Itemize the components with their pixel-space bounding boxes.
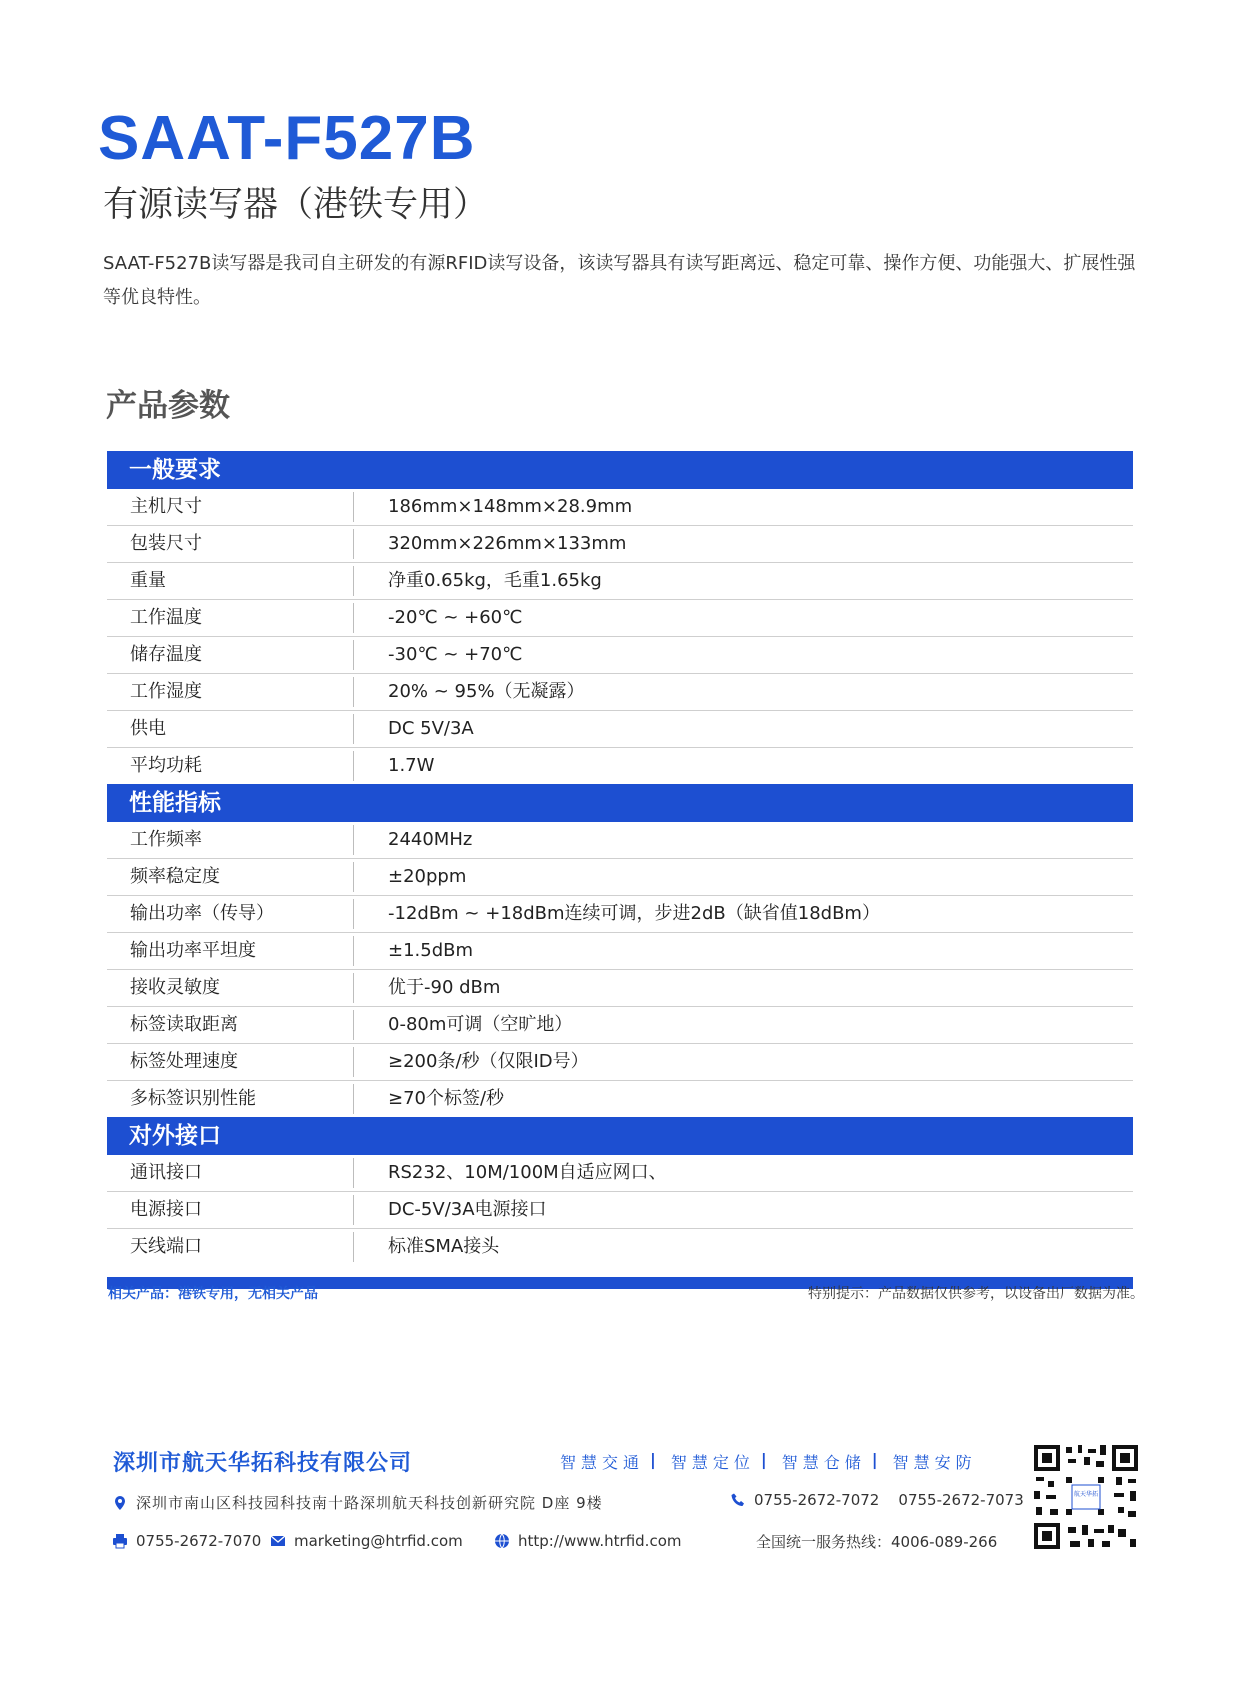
spec-section-general (107, 451, 1133, 784)
table-row (107, 1044, 1133, 1081)
table-row (107, 563, 1133, 600)
table-row (107, 1007, 1133, 1044)
company-name: 深圳市航天华拓科技有限公司 (113, 1451, 413, 1476)
table-row (107, 489, 1133, 526)
table-row (107, 859, 1133, 896)
param-value: RS232、10M/100M自适应网口、 (388, 1162, 667, 1183)
param-name: 包装尺寸 (107, 529, 354, 559)
param-value: 0-80m可调（空旷地） (388, 1014, 573, 1035)
email-link[interactable]: marketing@htrfid.com (294, 1532, 463, 1550)
section-header: 对外接口 (107, 1117, 1133, 1155)
param-value: DC 5V/3A (388, 718, 474, 739)
param-name: 供电 (107, 714, 354, 744)
separator: | (650, 1450, 661, 1469)
param-value: ±1.5dBm (388, 940, 474, 961)
param-name: 输出功率（传导） (107, 899, 354, 929)
spec-section-interfaces (107, 1117, 1133, 1265)
spec-section-title: 产品参数 (106, 388, 230, 424)
slogan: 智慧安防 (892, 1453, 977, 1472)
table-row (107, 1081, 1133, 1117)
spec-table (107, 451, 1133, 1289)
printer-icon (112, 1533, 128, 1549)
param-name: 多标签识别性能 (107, 1084, 354, 1114)
param-name: 主机尺寸 (107, 492, 354, 522)
param-name: 天线端口 (107, 1232, 354, 1262)
param-value: 320mm×226mm×133mm (388, 533, 627, 554)
param-name: 平均功耗 (107, 751, 354, 781)
phone-icon (730, 1492, 746, 1508)
table-row (107, 600, 1133, 637)
table-row (107, 748, 1133, 784)
slogan: 智慧仓储 (781, 1453, 866, 1472)
fax-number: 0755-2672-7070 (136, 1532, 262, 1550)
param-name: 储存温度 (107, 640, 354, 670)
slogan-bar (560, 1450, 977, 1473)
param-value: 标准SMA接头 (388, 1236, 500, 1257)
param-value: ≥200条/秒（仅限ID号） (388, 1051, 589, 1072)
section-header: 一般要求 (107, 451, 1133, 489)
mail-icon (270, 1533, 286, 1549)
param-name: 频率稳定度 (107, 862, 354, 892)
phone-numbers: 0755-2672-7072 0755-2672-7073 (754, 1491, 1024, 1509)
website-line[interactable] (494, 1532, 681, 1550)
data-disclaimer: 特别提示：产品数据仅供参考，以设备出厂数据为准。 (808, 1286, 1144, 1302)
param-name: 接收灵敏度 (107, 973, 354, 1003)
param-value: 20% ~ 95%（无凝露） (388, 681, 585, 702)
table-row (107, 526, 1133, 563)
param-name: 工作温度 (107, 603, 354, 633)
table-row (107, 637, 1133, 674)
section-header: 性能指标 (107, 784, 1133, 822)
product-subtitle: 有源读写器（港铁专用） (103, 185, 489, 225)
address-text: 深圳市南山区科技园科技南十路深圳航天科技创新研究院 D座 9楼 (136, 1494, 603, 1512)
param-name: 标签读取距离 (107, 1010, 354, 1040)
hotline-text: 全国统一服务热线：4006-089-266 (756, 1533, 998, 1551)
product-intro: SAAT-F527B读写器是我司自主研发的有源RFID读写设备，该读写器具有读写距离远、稳定可靠、操作方便、功能强大、扩展性强等优良特性。 (103, 253, 1136, 308)
param-value: DC-5V/3A电源接口 (388, 1199, 547, 1220)
product-title: SAAT-F527B (98, 104, 476, 173)
table-row (107, 970, 1133, 1007)
table-row (107, 1155, 1133, 1192)
param-value: 2440MHz (388, 829, 473, 850)
param-value: ±20ppm (388, 866, 467, 887)
table-row (107, 1192, 1133, 1229)
param-value: 净重0.65kg，毛重1.65kg (388, 570, 602, 591)
slogan: 智慧交通 (560, 1453, 645, 1472)
spec-section-performance (107, 784, 1133, 1117)
phone-line (730, 1491, 1024, 1509)
table-row (107, 711, 1133, 748)
table-row (107, 674, 1133, 711)
param-name: 工作湿度 (107, 677, 354, 707)
table-row (107, 1229, 1133, 1265)
param-value: 186mm×148mm×28.9mm (388, 496, 633, 517)
fax-line (112, 1532, 261, 1550)
table-row (107, 933, 1133, 970)
param-value: -30℃ ~ +70℃ (388, 644, 523, 665)
email-line[interactable] (270, 1532, 463, 1550)
address-line (112, 1492, 603, 1513)
param-name: 标签处理速度 (107, 1047, 354, 1077)
table-row (107, 896, 1133, 933)
param-name: 工作频率 (107, 825, 354, 855)
param-name: 通讯接口 (107, 1158, 354, 1188)
param-value: -20℃ ~ +60℃ (388, 607, 523, 628)
slogan: 智慧定位 (670, 1453, 755, 1472)
qr-code (1032, 1443, 1140, 1551)
param-value: 优于-90 dBm (388, 977, 501, 998)
param-name: 重量 (107, 566, 354, 596)
website-link[interactable]: http://www.htrfid.com (518, 1532, 682, 1550)
hotline-line (756, 1531, 997, 1552)
separator: | (871, 1450, 883, 1469)
param-name: 输出功率平坦度 (107, 936, 354, 966)
param-value: -12dBm ~ +18dBm连续可调，步进2dB（缺省值18dBm） (388, 903, 880, 924)
qr-center-label: 航天华拓 (1073, 1491, 1098, 1498)
related-products-note: 相关产品：港铁专用，无相关产品 (108, 1286, 318, 1302)
param-value: 1.7W (388, 755, 435, 776)
separator: | (760, 1450, 772, 1469)
globe-icon (494, 1533, 510, 1549)
table-row (107, 822, 1133, 859)
location-pin-icon (112, 1495, 128, 1511)
param-name: 电源接口 (107, 1195, 354, 1225)
param-value: ≥70个标签/秒 (388, 1088, 505, 1109)
